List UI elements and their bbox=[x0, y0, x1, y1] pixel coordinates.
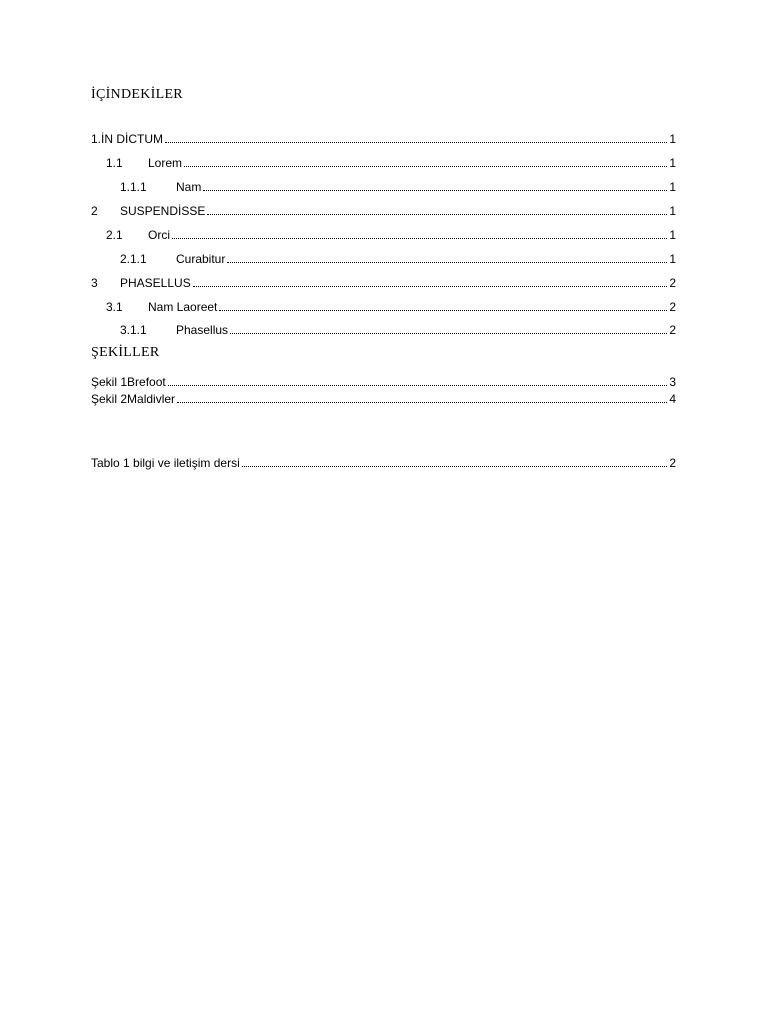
figure-entry[interactable] bbox=[91, 390, 676, 406]
toc-entry-number: 1.1.1 bbox=[120, 180, 147, 194]
dot-leader bbox=[207, 213, 667, 215]
dot-leader bbox=[165, 141, 667, 143]
dot-leader bbox=[219, 309, 667, 311]
toc-entry[interactable] bbox=[91, 130, 676, 146]
toc-entry[interactable] bbox=[106, 226, 676, 242]
toc-entry-page: 2 bbox=[669, 323, 676, 337]
dot-leader bbox=[184, 165, 667, 167]
figures-heading: ŞEKİLLER bbox=[91, 345, 160, 360]
toc-entry[interactable] bbox=[106, 154, 676, 170]
toc-entry[interactable] bbox=[120, 250, 676, 266]
toc-entry-page: 1 bbox=[669, 204, 676, 218]
dot-leader bbox=[172, 237, 667, 239]
toc-entry-page: 1 bbox=[669, 228, 676, 242]
table-entry-title: Tablo 1 bilgi ve iletişim dersi bbox=[91, 456, 240, 470]
dot-leader bbox=[177, 401, 667, 403]
toc-entry[interactable] bbox=[120, 321, 676, 337]
toc-entry-number: 2.1 bbox=[106, 228, 123, 242]
table-entry[interactable] bbox=[91, 454, 676, 470]
toc-entry-title: Orci bbox=[148, 228, 170, 242]
toc-entry-title: PHASELLUS bbox=[120, 276, 191, 290]
toc-entry-page: 2 bbox=[669, 300, 676, 314]
toc-entry-title: Curabitur bbox=[176, 252, 226, 266]
toc-entry-title: SUSPENDİSSE bbox=[120, 204, 206, 218]
toc-entry-number: 3 bbox=[91, 276, 98, 290]
dot-leader bbox=[242, 465, 668, 467]
dot-leader bbox=[203, 189, 667, 191]
toc-entry-page: 1 bbox=[669, 180, 676, 194]
toc-entry-number: 2 bbox=[91, 204, 98, 218]
toc-entry[interactable] bbox=[91, 202, 676, 218]
figure-entry[interactable] bbox=[91, 373, 676, 389]
toc-entry-title: Phasellus bbox=[176, 323, 229, 337]
toc-entry-title: Lorem bbox=[148, 156, 183, 170]
toc-entry-title: Nam bbox=[176, 180, 202, 194]
table-entry-page: 2 bbox=[669, 456, 676, 470]
toc-entry[interactable] bbox=[106, 298, 676, 314]
toc-heading: İÇİNDEKİLER bbox=[91, 87, 183, 102]
dot-leader bbox=[193, 285, 668, 287]
toc-entry-number: 1.1 bbox=[106, 156, 123, 170]
dot-leader bbox=[230, 332, 667, 334]
toc-entry-number: 3.1.1 bbox=[120, 323, 147, 337]
figure-entry-page: 4 bbox=[669, 392, 676, 406]
toc-entry-page: 2 bbox=[669, 276, 676, 290]
figure-entry-page: 3 bbox=[669, 375, 676, 389]
toc-entry-title: Nam Laoreet bbox=[148, 300, 218, 314]
toc-entry[interactable] bbox=[120, 178, 676, 194]
toc-entry-page: 1 bbox=[669, 156, 676, 170]
dot-leader bbox=[168, 384, 668, 386]
toc-entry-title: 1.İN DİCTUM bbox=[91, 132, 163, 146]
toc-entry-number: 2.1.1 bbox=[120, 252, 147, 266]
toc-entry[interactable] bbox=[91, 274, 676, 290]
figure-entry-title: Şekil 1Brefoot bbox=[91, 375, 166, 389]
dot-leader bbox=[227, 261, 667, 263]
toc-entry-page: 1 bbox=[669, 132, 676, 146]
figure-entry-title: Şekil 2Maldivler bbox=[91, 392, 176, 406]
toc-entry-page: 1 bbox=[669, 252, 676, 266]
toc-entry-number: 3.1 bbox=[106, 300, 123, 314]
